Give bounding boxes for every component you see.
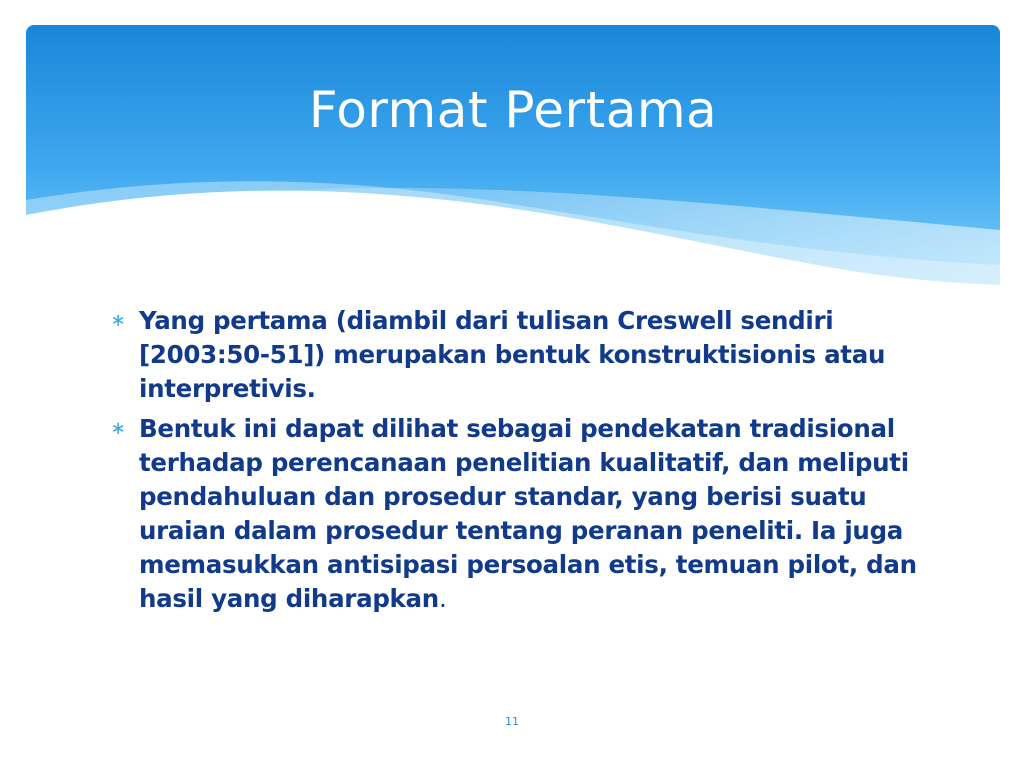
bullet-text: Bentuk ini dapat dilihat sebagai pendekatan tradisional terhadap perencanaan penelitian kualitatif, dan meliputi pendahuluan dan prosedur standar, yang berisi suatu uraian dalam prosedur tentang peranan peneliti. Ia juga memasukkan antisipasi persoalan etis, temuan pilot, dan hasil yang diharapkan [139, 414, 917, 613]
header-wave-graphic [26, 25, 1000, 285]
asterisk-bullet-icon: ∗ [110, 418, 126, 439]
bullet-item [108, 412, 928, 616]
header-banner [26, 25, 1000, 285]
bullet-item [108, 304, 928, 406]
bullet-text-container [139, 412, 928, 616]
slide-title: Format Pertama [308, 81, 718, 139]
bullet-text: Yang pertama (diambil dari tulisan Creswell sendiri [2003:50-51]) merupakan bentuk konstruktisionis atau interpretivis. [139, 306, 886, 403]
content-area [108, 304, 928, 622]
bullet-text-end: . [438, 584, 447, 613]
asterisk-bullet-icon: ∗ [110, 310, 126, 331]
page-number: 11 [505, 715, 519, 728]
